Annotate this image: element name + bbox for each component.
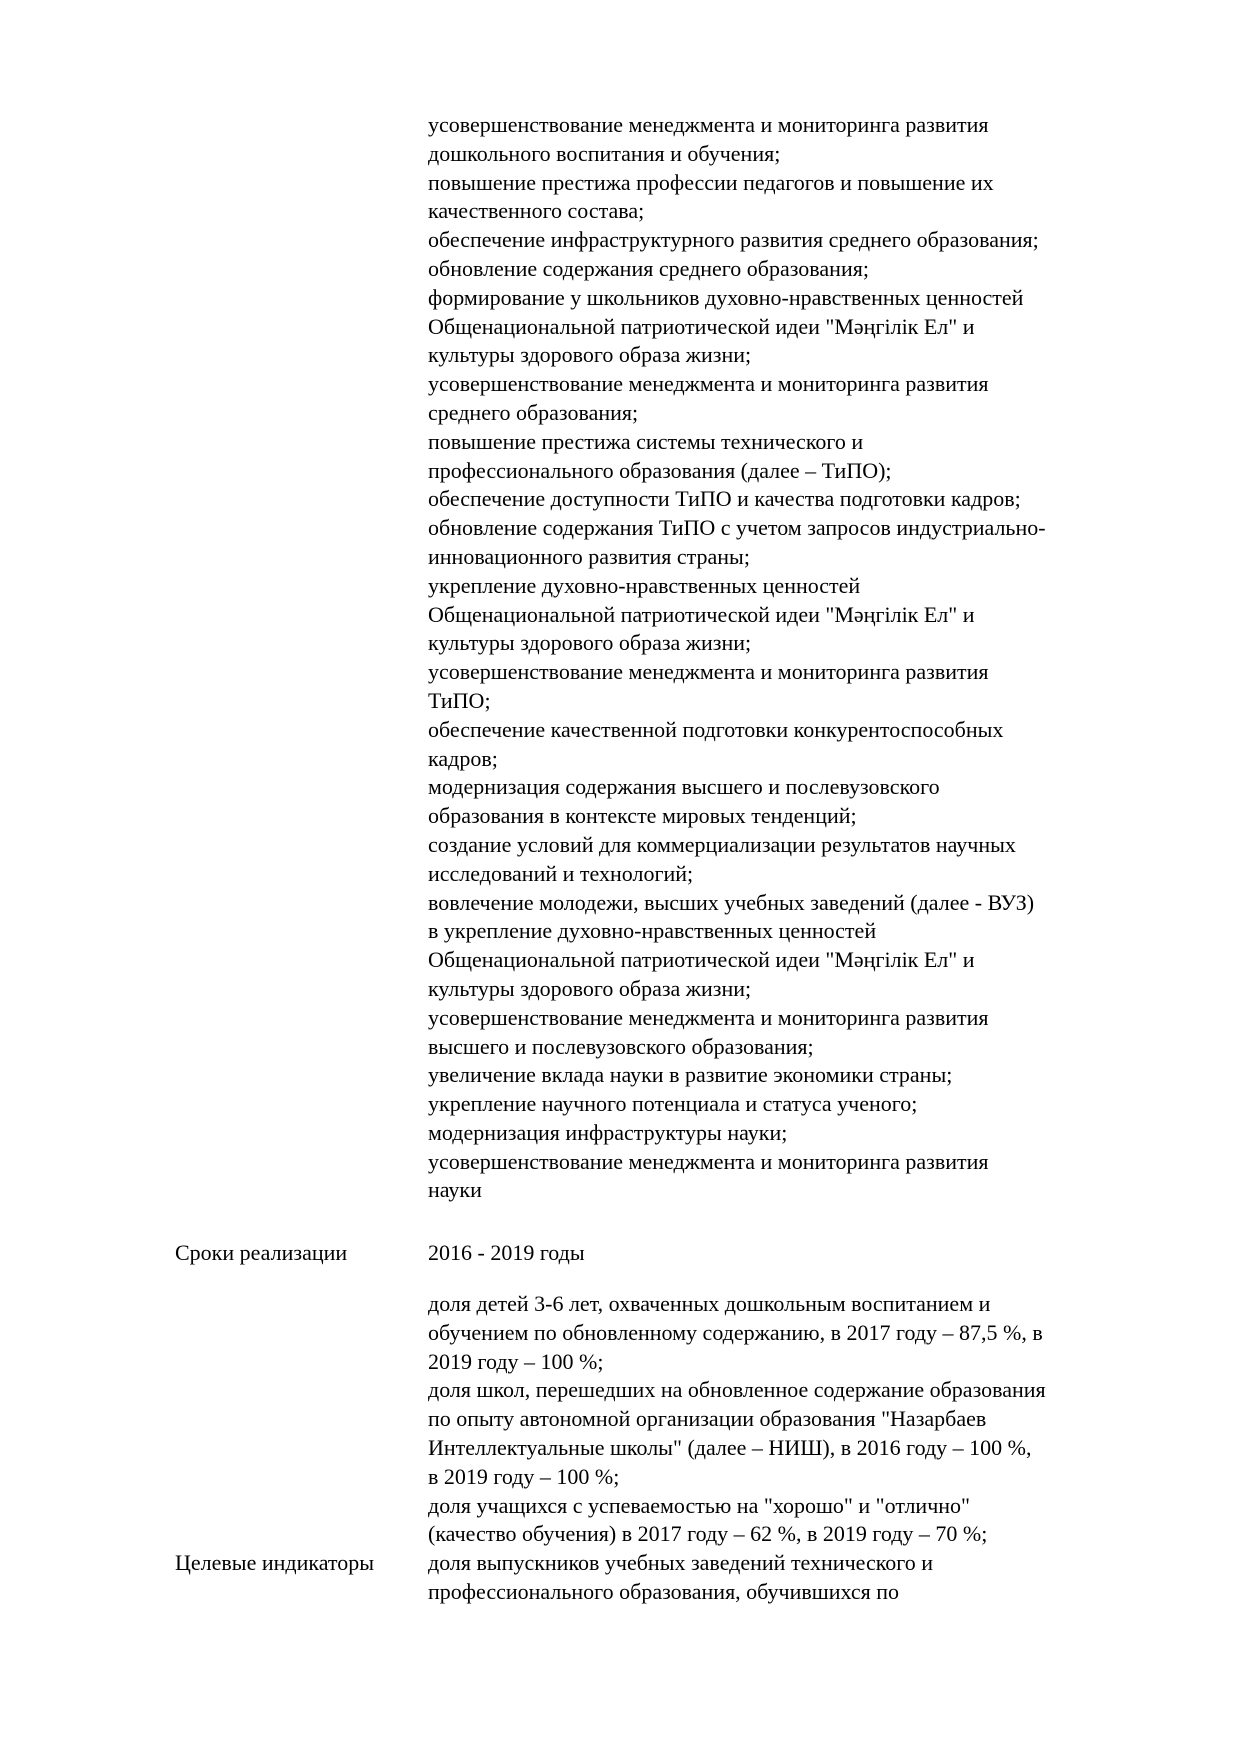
text-line: усовершенствование менеджмента и мониторинга развития (428, 112, 989, 137)
row-label: Целевые индикаторы (175, 1550, 374, 1576)
text-line: культуры здорового образа жизни; (428, 342, 752, 368)
text-line: ТиПО; (428, 687, 491, 713)
text-line: усовершенствование менеджмента и мониторинга развития (428, 1148, 989, 1174)
text-line: формирование у школьников духовно-нравственных ценностей (428, 284, 1024, 310)
text-line: профессионального образования (далее – ТиПО); (428, 457, 892, 483)
text-line: Общенациональной патриотической идеи "Мәңгілік Ел" и (428, 601, 975, 627)
text-line: науки (428, 1177, 482, 1203)
text-line: обеспечение инфраструктурного развития среднего образования; (428, 227, 1039, 253)
row-label-column (175, 1290, 428, 1578)
text-line: исследований и технологий; (428, 860, 694, 886)
text-line: доля школ, перешедших на обновленное содержание образования (428, 1377, 1046, 1403)
document-body (0, 111, 1240, 1607)
text-line: 2019 году – 100 %; (428, 1348, 604, 1374)
text-line: культуры здорового образа жизни; (428, 630, 752, 656)
text-line: образования в контексте мировых тенденций; (428, 803, 857, 829)
text-line: кадров; (428, 745, 498, 771)
text-line: среднего образования; (428, 399, 639, 425)
row-text-column (428, 1290, 1148, 1607)
text-line: доля детей 3-6 лет, охваченных дошкольным воспитанием и (428, 1291, 991, 1317)
text-line: качественного состава; (428, 198, 645, 224)
text-line: вовлечение молодежи, высших учебных заведений (далее - ВУЗ) (428, 889, 1035, 915)
text-line: Общенациональной патриотической идеи "Мәңгілік Ел" и (428, 947, 975, 973)
text-line: Интеллектуальные школы" (далее – НИШ), в 2016 году – 100 %, (428, 1435, 1032, 1461)
text-line: усовершенствование менеджмента и мониторинга развития (428, 371, 989, 397)
document-row (0, 1290, 1240, 1607)
text-line: профессионального образования, обучившихся по (428, 1579, 900, 1605)
document-row (0, 111, 1240, 1205)
text-line: обновление содержания ТиПО с учетом запросов индустриально- (428, 515, 1046, 541)
text-line: обеспечение качественной подготовки конкурентоспособных (428, 716, 1004, 742)
text-line: усовершенствование менеджмента и мониторинга развития (428, 659, 989, 685)
text-line: повышение престижа системы технического и (428, 428, 864, 454)
text-line: инновационного развития страны; (428, 543, 750, 569)
text-line: модернизация инфраструктуры науки; (428, 1119, 788, 1145)
text-line: обеспечение доступности ТиПО и качества подготовки кадров; (428, 486, 1021, 512)
text-line: обновление содержания среднего образования; (428, 255, 869, 281)
text-line: создание условий для коммерциализации результатов научных (428, 831, 1016, 857)
row-label: Сроки реализации (175, 1240, 348, 1266)
text-line: усовершенствование менеджмента и мониторинга развития (428, 1004, 989, 1030)
text-line: повышение престижа профессии педагогов и повышение их (428, 169, 994, 195)
text-line: культуры здорового образа жизни; (428, 975, 752, 1001)
row-text-column (428, 1239, 1148, 1268)
document-row (0, 1239, 1240, 1268)
text-line: доля учащихся с успеваемостью на "хорошо" и "отлично" (428, 1492, 971, 1518)
text-line: высшего и послевузовского образования; (428, 1033, 814, 1059)
text-line: 2016 - 2019 годы (428, 1240, 585, 1266)
text-line: дошкольного воспитания и обучения; (428, 140, 781, 166)
row-label-column (175, 1239, 428, 1268)
text-line: Общенациональной патриотической идеи "Мәңгілік Ел" и (428, 313, 975, 339)
text-line: в 2019 году – 100 %; (428, 1463, 620, 1489)
text-line: доля выпускников учебных заведений технического и (428, 1550, 934, 1576)
text-line: модернизация содержания высшего и послевузовского (428, 774, 940, 800)
text-line: (качество обучения) в 2017 году – 62 %, в 2019 году – 70 %; (428, 1521, 988, 1547)
text-line: в укрепление духовно-нравственных ценностей (428, 918, 877, 944)
text-line: укрепление духовно-нравственных ценностей (428, 572, 861, 598)
text-line: обучением по обновленному содержанию, в 2017 году – 87,5 %, в (428, 1319, 1043, 1345)
text-line: укрепление научного потенциала и статуса ученого; (428, 1091, 918, 1117)
text-line: по опыту автономной организации образования "Назарбаев (428, 1406, 987, 1432)
row-text-column (428, 111, 1148, 1205)
text-line: увеличение вклада науки в развитие экономики страны; (428, 1062, 953, 1088)
